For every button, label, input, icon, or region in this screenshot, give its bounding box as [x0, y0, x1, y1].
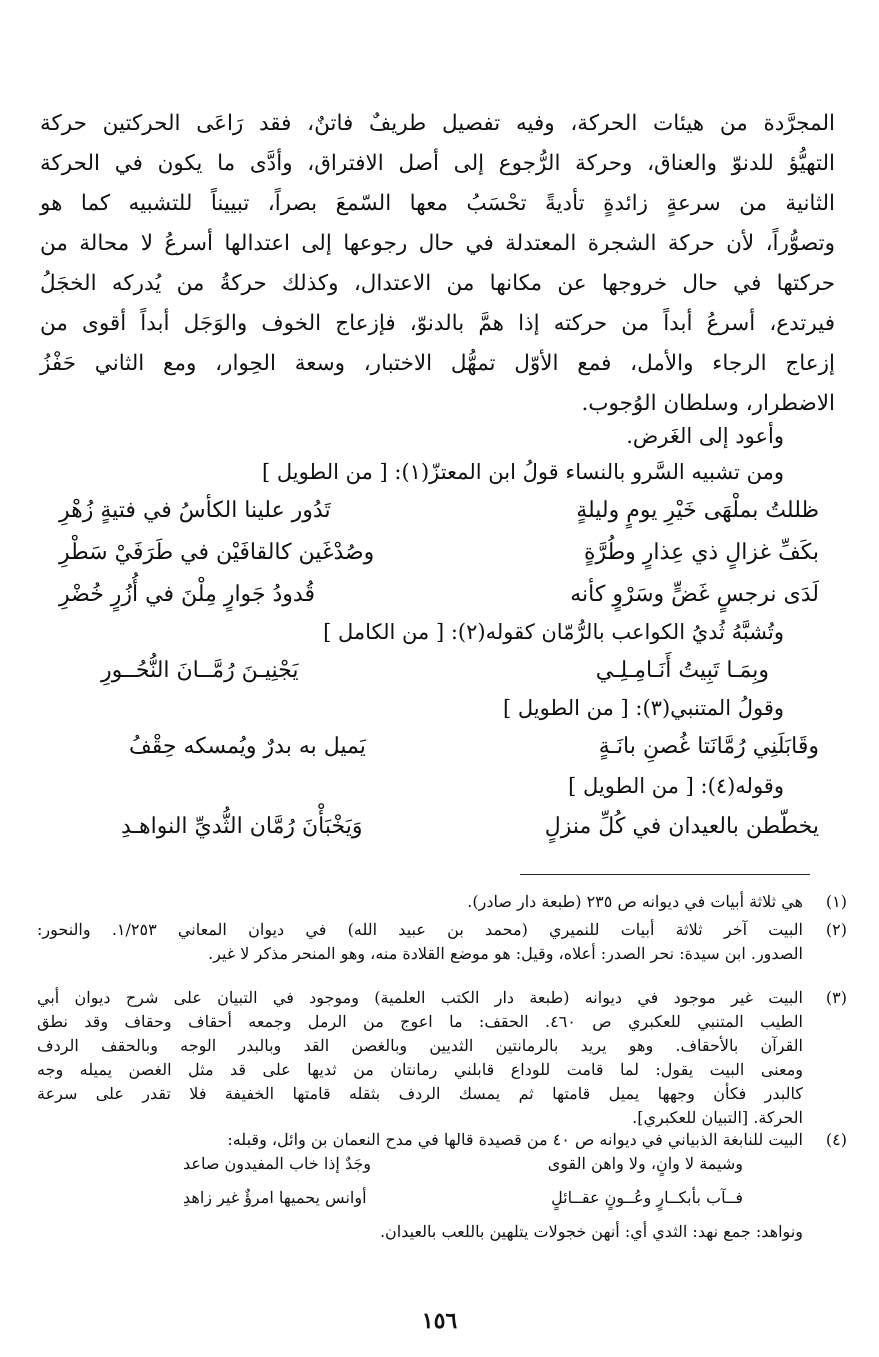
footnote-line: هي ثلاثة أبيات في ديوانه ص ٢٣٥ (طبعة دار صادر).: [467, 892, 803, 911]
footnote-number: (٢): [825, 920, 847, 939]
footnote-line: القرآن بالأحقاف. وهو يريد بالرمانتين الثديين وبالغصن القد وبالبدر الوجه وبالحقف الردف: [37, 1036, 803, 1055]
footnote-line: الصدور. ابن سيدة: نحر الصدر: أعلاه، وقيل: هو موضع القلادة منه، وهو المنحر مذكر لا غير.: [208, 944, 803, 963]
text-line: التهيُّؤ للدنوّ والعناق، وحركة الرُّجوع إلى أصل الافتراق، وأدَّى ما يكون في الحركة: [40, 151, 835, 176]
footnote-line: ومعنى البيت يقول: لما قامت للوداع قابلني رمانتان من ثديها على قد مثل الغصن يميله وجه: [37, 1060, 803, 1079]
verse-second-hemistich: وجَدٌ إذا خاب المفيدون صاعد: [183, 1154, 371, 1173]
footnote-separator: [520, 874, 810, 875]
verse-line: [59, 814, 819, 854]
footnote-4: [37, 1128, 847, 1244]
verse-second-hemistich: أوانس يحميها امرؤٌ غير زاهدِ: [183, 1188, 367, 1207]
verse-line: [59, 734, 819, 774]
footnote-1: [37, 890, 847, 914]
verse-first-hemistich: ظللتُ بملْهَى خَيْرِ يومٍ وليلةٍ: [576, 498, 819, 523]
footnote-line: كالبدر فكأن وجهها يميل قامتها ثم يمسك الردف بثقله قامتها الخفيفة فلا تقدر على سرعة: [37, 1084, 803, 1103]
verse-first-hemistich: فــآب بأبكــارٍ وعُــونٍ عقــائلٍ: [551, 1188, 743, 1207]
footnote-line: الحركة. [التبيان للعكبري].: [632, 1108, 803, 1127]
text-line: المجرَّدة من هيئات الحركة، وفيه تفصيل طريفٌ فاتنٌ، فقد رَاعَى الحركتين حركة: [40, 111, 835, 136]
intro-another-verse: وقوله(٤): [ من الطويل ]: [568, 774, 784, 798]
verse-first-hemistich: يخطّطن بالعيدان في كُلِّ منزلٍ: [544, 814, 819, 839]
footnote-line: الطيب المتنبي للعكبري ص ٤٦٠. الحقف: ما اعوج من الرمل وجمعه أحقاف وحقاف وقد نطق: [37, 1012, 804, 1031]
intro-ibn-almutazz: ومن تشبيه السَّرو بالنساء قولُ ابن المعتزّ(١): [ من الطويل ]: [262, 460, 784, 484]
text-line: حركتها في حال خروجها عن مكانها من الاعتدال، وكذلك حركةُ من يُدركه الخجَلُ: [40, 271, 835, 296]
body-paragraph: [40, 104, 835, 424]
footnote-gloss: ونواهد: جمع نهد: الثدي أي: أنهن خجولات يتلهين باللعب بالعيدان.: [379, 1222, 803, 1241]
footnote-3: [37, 986, 847, 1130]
footnote-number: (١): [825, 892, 847, 911]
footnote-line: البيت غير موجود في ديوانه (طبعة دار الكتب العلمية) وموجود في التبيان على شرح ديوان أبي: [37, 988, 803, 1007]
verse-first-hemistich: بكَفِّ غزالٍ ذي عِذارٍ وطُرَّةٍ: [584, 540, 819, 565]
verse-line: [59, 540, 819, 580]
intro-mutanabbi: وقولُ المتنبي(٣): [ من الطويل ]: [503, 696, 784, 720]
verse-second-hemistich: وَيَخْبَأْنَ رُمَّان الثُّديِّ النواهـدِ: [121, 814, 363, 839]
footnote-number: (٤): [825, 1130, 847, 1149]
verse-second-hemistich: وصُدْغَين كالقافَيْن في طَرَفَيْ سَطْرِ: [59, 540, 375, 565]
footnote-line: البيت للنابغة الذبياني في ديوانه ص ٤٠ من قصيدة قالها في مدح النعمان بن وائل، وقبله:: [227, 1130, 803, 1149]
verse-first-hemistich: وبِمَـا تَبِيتُ أَنَـامِـلِـي: [595, 658, 769, 683]
verse-first-hemistich: وشيمة لا وانٍ، ولا واهن القوى: [547, 1154, 743, 1173]
footnote-verse-line: [183, 1186, 743, 1212]
verse-line: [59, 498, 819, 538]
page-number: ١٥٦: [421, 1308, 458, 1334]
verse-second-hemistich: قُدودُ جَوارٍ مِلْنَ في أُزُرٍ خُضْرِ: [59, 582, 315, 607]
verse-line: [59, 658, 819, 698]
return-to-topic: وأعود إلى الغَرض.: [626, 424, 784, 448]
footnote-2: [37, 918, 847, 966]
text-line: إزعاج الرجاء والأمل، فمع الأوّل تمهُّل الاختبار، وسعة الحِوار، ومع الثاني حَفْزُ: [40, 351, 835, 376]
verse-first-hemistich: لَدَى نرجسٍ غَضٍّ وسَرْوٍ كأنه: [570, 582, 819, 607]
text-line: فيرتدع، أسرعُ أبداً من حركته إذا همَّ بالدنوّ، فإزعاج الخوف والوَجَل أبداً أقوى من: [40, 311, 835, 336]
text-line: الثانية من سرعةٍ زائدةٍ تأديةً تحْسَبُ معها السّمعَ بصراً، تبييناً للتشبيه كما هو: [40, 191, 835, 216]
verse-second-hemistich: يَجْنِيـنَ رُمَّــانَ النُّحُــورِ: [101, 658, 299, 683]
verse-line: [59, 582, 819, 622]
footnote-verse-line: [183, 1152, 743, 1178]
footnote-line: البيت آخر ثلاثة أبيات للنميري (محمد بن عبيد الله) في ديوان المعاني ١/٢٥٣. والنحور:: [37, 920, 803, 939]
footnote-number: (٣): [825, 988, 847, 1007]
text-line: الاضطرار، وسلطان الوُجوب.: [581, 391, 835, 416]
text-line: وتصوُّراً، لأن حركة الشجرة المعتدلة في حال رجوعها إلى اعتدالها أسرعُ لا محالة من: [40, 231, 835, 256]
verse-second-hemistich: يَميل به بدرٌ ويُمسكه حِقْفُ: [129, 734, 366, 759]
verse-second-hemistich: تَدُور علينا الكأسُ في فتيةٍ زُهْرِ: [59, 498, 331, 523]
verse-first-hemistich: وقَابَلَنِي رُمَّانَتا غُصنِ بانَـةٍ: [598, 734, 819, 759]
intro-pomegranate-breasts: وتُشبَّهُ ثُديُ الكواعب بالرُّمّان كقوله(٢): [ من الكامل ]: [323, 620, 784, 644]
